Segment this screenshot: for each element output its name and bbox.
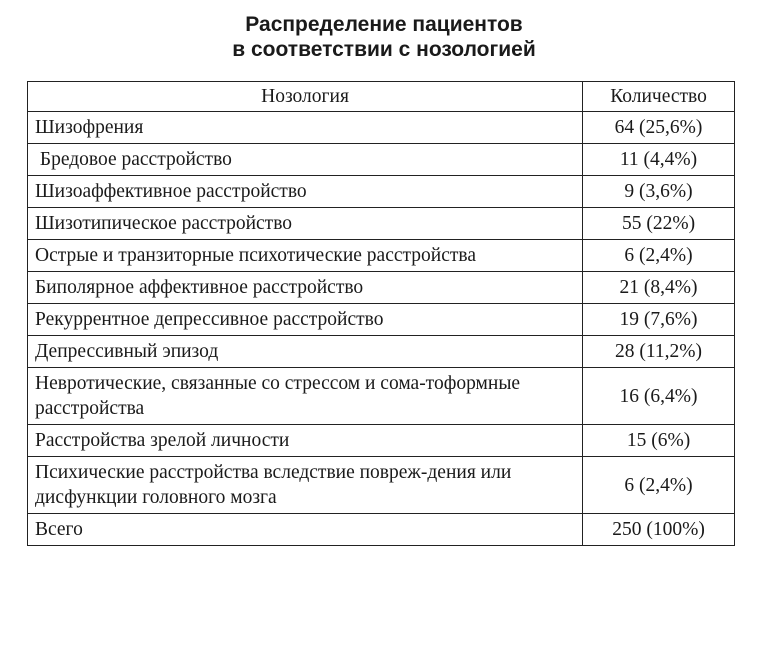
table-row [28, 112, 735, 144]
title-line-2: в соответствии с нозологией [232, 38, 536, 61]
table-row [28, 457, 735, 514]
table-row [28, 176, 735, 208]
table-row [28, 425, 735, 457]
header-row [28, 82, 735, 112]
row-nosology: Биполярное аффективное расстройство [28, 272, 583, 304]
table-row [28, 208, 735, 240]
row-count: 250 (100%) [583, 514, 735, 546]
row-nosology: Психические расстройства вследствие повреж-дения или дисфункции головного мозга [28, 457, 583, 514]
row-nosology: Расстройства зрелой личности [28, 425, 583, 457]
nosology-table [27, 81, 735, 546]
table-row [28, 240, 735, 272]
row-nosology: Шизоаффективное расстройство [28, 176, 583, 208]
row-count: 11 (4,4%) [583, 144, 735, 176]
row-count: 21 (8,4%) [583, 272, 735, 304]
table-title [0, 12, 768, 62]
row-nosology: Всего [28, 514, 583, 546]
row-count: 6 (2,4%) [583, 240, 735, 272]
table-row [28, 272, 735, 304]
row-count: 6 (2,4%) [583, 457, 735, 514]
row-nosology: Невротические, связанные со стрессом и сома-тоформные расстройства [28, 368, 583, 425]
title-line-1: Распределение пациентов [245, 13, 523, 36]
row-count: 28 (11,2%) [583, 336, 735, 368]
row-nosology: Острые и транзиторные психотические расстройства [28, 240, 583, 272]
row-count: 16 (6,4%) [583, 368, 735, 425]
row-nosology: Шизотипическое расстройство [28, 208, 583, 240]
row-count: 55 (22%) [583, 208, 735, 240]
row-count: 15 (6%) [583, 425, 735, 457]
row-count: 9 (3,6%) [583, 176, 735, 208]
header-count: Количество [583, 82, 735, 112]
row-count: 64 (25,6%) [583, 112, 735, 144]
table-row [28, 304, 735, 336]
table-row [28, 336, 735, 368]
row-nosology: Бредовое расстройство [28, 144, 583, 176]
table-row [28, 144, 735, 176]
table-row [28, 368, 735, 425]
row-nosology: Шизофрения [28, 112, 583, 144]
row-count: 19 (7,6%) [583, 304, 735, 336]
table-row-total [28, 514, 735, 546]
header-nosology: Нозология [28, 82, 583, 112]
row-nosology: Рекуррентное депрессивное расстройство [28, 304, 583, 336]
row-nosology: Депрессивный эпизод [28, 336, 583, 368]
